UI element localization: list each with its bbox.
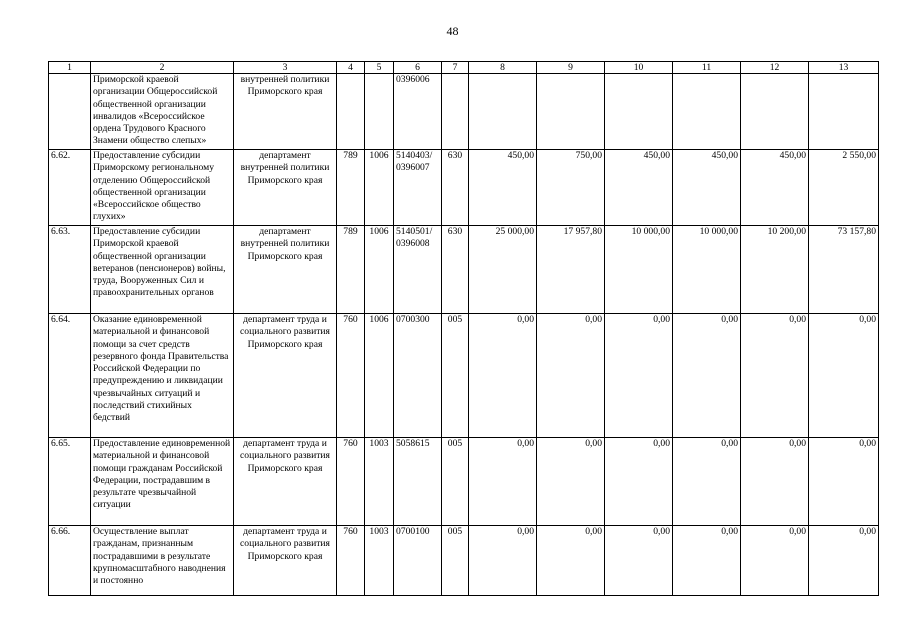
column-header: 9 xyxy=(537,62,605,74)
amount-year-2: 17 957,80 xyxy=(537,226,605,314)
item-description: Осуществление выплат гражданам, признанным пострадавшими в результате крупномасштабного наводнения и постоянно xyxy=(91,526,234,596)
grbs-code: 789 xyxy=(337,226,365,314)
amount-year-3: 0,00 xyxy=(605,314,673,438)
item-description: Предоставление субсидии Приморской краевой общественной организации ветеранов (пенсионеров) войны, труда, Вооруженных Сил и правоохранительных органов xyxy=(91,226,234,314)
executor: департамент труда и социального развития Приморского края xyxy=(234,314,337,438)
amount-year-1 xyxy=(469,74,537,150)
page-number: 48 xyxy=(446,24,459,38)
amount-year-5: 10 200,00 xyxy=(741,226,809,314)
column-header: 6 xyxy=(394,62,442,74)
section-code: 1006 xyxy=(365,226,394,314)
column-header: 7 xyxy=(442,62,469,74)
table-row xyxy=(49,526,879,596)
item-description: Предоставление субсидии Приморскому региональному отделению Общероссийской общественной организации «Всероссийское общество глухих» xyxy=(91,150,234,226)
amount-year-4: 450,00 xyxy=(673,150,741,226)
row-number: 6.65. xyxy=(49,438,91,526)
target-article-code: 0396006 xyxy=(394,74,442,150)
expense-type-code: 005 xyxy=(442,438,469,526)
section-code: 1006 xyxy=(365,314,394,438)
target-article-code: 5140501/ 0396008 xyxy=(394,226,442,314)
target-article-code: 0700300 xyxy=(394,314,442,438)
executor: департамент труда и социального развития Приморского края xyxy=(234,438,337,526)
amount-year-4: 0,00 xyxy=(673,438,741,526)
table-row xyxy=(49,226,879,314)
amount-year-3: 0,00 xyxy=(605,526,673,596)
column-header: 8 xyxy=(469,62,537,74)
item-description: Оказание единовременной материальной и финансовой помощи за счет средств резервного фонда Правительства Российской Федерации по предупреждению и ликвидации чрезвычайных ситуаций и последствий стихийных бедствий xyxy=(91,314,234,438)
row-number: 6.63. xyxy=(49,226,91,314)
section-code xyxy=(365,74,394,150)
amount-year-1: 25 000,00 xyxy=(469,226,537,314)
amount-year-3: 0,00 xyxy=(605,438,673,526)
amount-year-5: 0,00 xyxy=(741,314,809,438)
expense-type-code: 005 xyxy=(442,314,469,438)
column-header: 4 xyxy=(337,62,365,74)
amount-total: 73 157,80 xyxy=(809,226,879,314)
column-header: 2 xyxy=(91,62,234,74)
item-description: Приморской краевой организации Общероссийской общественной организации инвалидов «Всероссийское ордена Трудового Красного Знамени общество слепых» xyxy=(91,74,234,150)
amount-year-2: 0,00 xyxy=(537,438,605,526)
target-article-code: 0700100 xyxy=(394,526,442,596)
amount-year-4: 0,00 xyxy=(673,314,741,438)
executor: внутренней политики Приморского края xyxy=(234,74,337,150)
executor: департамент труда и социального развития Приморского края xyxy=(234,526,337,596)
amount-year-1: 450,00 xyxy=(469,150,537,226)
amount-total: 0,00 xyxy=(809,438,879,526)
row-number: 6.62. xyxy=(49,150,91,226)
grbs-code: 760 xyxy=(337,314,365,438)
section-code: 1003 xyxy=(365,526,394,596)
amount-year-2: 750,00 xyxy=(537,150,605,226)
amount-year-1: 0,00 xyxy=(469,314,537,438)
target-article-code: 5140403/ 0396007 xyxy=(394,150,442,226)
row-number xyxy=(49,74,91,150)
budget-table xyxy=(48,61,879,596)
amount-year-2: 0,00 xyxy=(537,314,605,438)
table-row xyxy=(49,438,879,526)
grbs-code: 789 xyxy=(337,150,365,226)
amount-total: 0,00 xyxy=(809,526,879,596)
amount-year-4: 10 000,00 xyxy=(673,226,741,314)
column-header: 3 xyxy=(234,62,337,74)
amount-year-5: 450,00 xyxy=(741,150,809,226)
column-number-row xyxy=(49,62,879,74)
amount-total xyxy=(809,74,879,150)
amount-year-2 xyxy=(537,74,605,150)
table-row xyxy=(49,150,879,226)
executor: департамент внутренней политики Приморского края xyxy=(234,226,337,314)
amount-year-2: 0,00 xyxy=(537,526,605,596)
column-header: 12 xyxy=(741,62,809,74)
column-header: 13 xyxy=(809,62,879,74)
amount-year-3: 450,00 xyxy=(605,150,673,226)
column-header: 11 xyxy=(673,62,741,74)
amount-year-5: 0,00 xyxy=(741,526,809,596)
column-header: 10 xyxy=(605,62,673,74)
column-header: 5 xyxy=(365,62,394,74)
amount-total: 2 550,00 xyxy=(809,150,879,226)
grbs-code: 760 xyxy=(337,438,365,526)
expense-type-code xyxy=(442,74,469,150)
grbs-code: 760 xyxy=(337,526,365,596)
amount-year-5 xyxy=(741,74,809,150)
amount-year-4 xyxy=(673,74,741,150)
target-article-code: 5058615 xyxy=(394,438,442,526)
amount-year-4: 0,00 xyxy=(673,526,741,596)
amount-year-1: 0,00 xyxy=(469,438,537,526)
section-code: 1003 xyxy=(365,438,394,526)
amount-total: 0,00 xyxy=(809,314,879,438)
column-header: 1 xyxy=(49,62,91,74)
grbs-code xyxy=(337,74,365,150)
row-number: 6.66. xyxy=(49,526,91,596)
section-code: 1006 xyxy=(365,150,394,226)
table-row xyxy=(49,74,879,150)
row-number: 6.64. xyxy=(49,314,91,438)
expense-type-code: 630 xyxy=(442,150,469,226)
amount-year-5: 0,00 xyxy=(741,438,809,526)
expense-type-code: 630 xyxy=(442,226,469,314)
amount-year-3 xyxy=(605,74,673,150)
executor: департамент внутренней политики Приморского края xyxy=(234,150,337,226)
table-row xyxy=(49,314,879,438)
item-description: Предоставление единовременной материальной и финансовой помощи гражданам Российской Федерации, пострадавшим в результате чрезвычайной ситуации xyxy=(91,438,234,526)
amount-year-3: 10 000,00 xyxy=(605,226,673,314)
amount-year-1: 0,00 xyxy=(469,526,537,596)
expense-type-code: 005 xyxy=(442,526,469,596)
